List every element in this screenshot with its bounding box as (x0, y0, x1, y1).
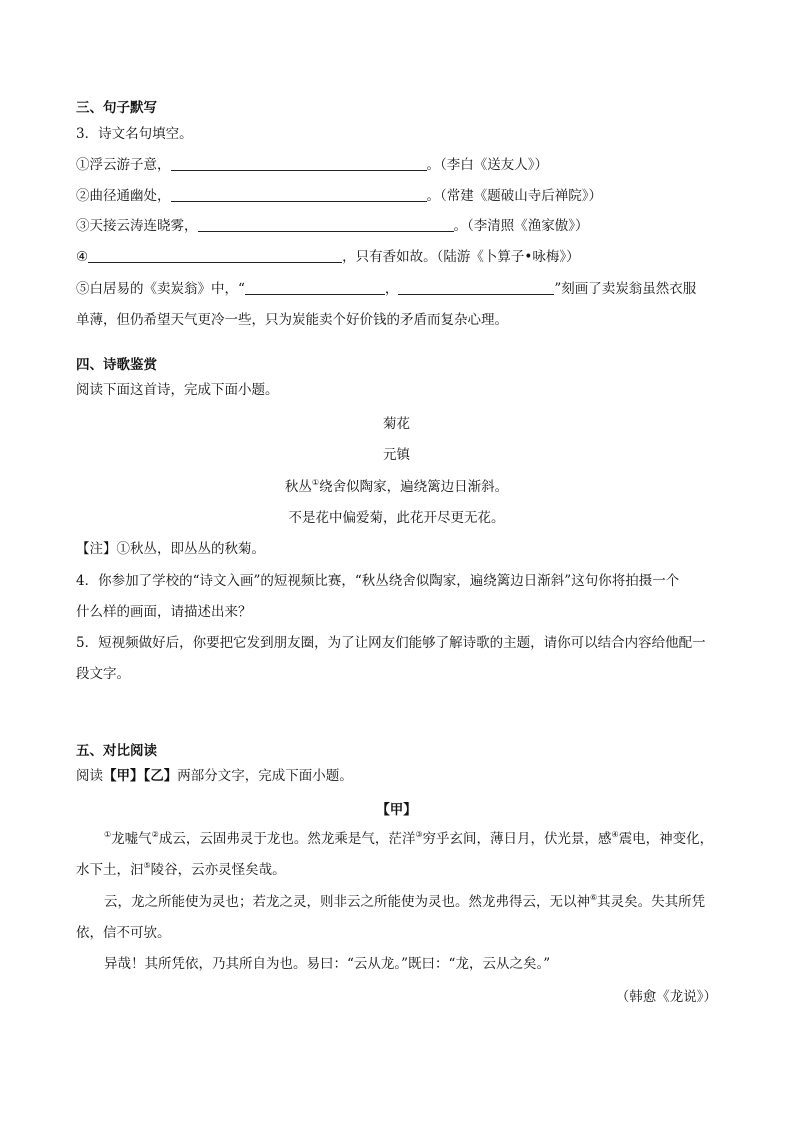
passage-para-3: 异哉！其所凭依，乃其所自为也。易曰：“云从龙。”既曰：“龙，云从之矣。” (104, 956, 551, 972)
text-run: 震电，神变化， (618, 831, 714, 847)
fill-item-1: ①浮云游子意， 。（李白《送友人》） (76, 157, 548, 173)
answer-blank[interactable] (171, 156, 427, 171)
question-5-line-2: 段文字。 (76, 666, 130, 682)
footnote-marker: ⑥ (590, 893, 598, 902)
text-run: 陵谷，云亦灵怪矣哉。 (150, 862, 286, 878)
fill-item-2: ②曲径通幽处， 。（常建《题破山寺后禅院》） (76, 188, 602, 204)
answer-blank[interactable] (398, 280, 554, 295)
section-3-title: 三、句子默写 (76, 100, 157, 116)
footnote-marker: ⑤ (143, 861, 151, 870)
question-4-line-1: 4．你参加了学校的“诗文入画”的短视频比赛，“秋丛绕舍似陶家，遍绕篱边日渐斜”这句你将拍摄一个 (76, 573, 680, 589)
poem-title: 菊花 (383, 416, 410, 432)
text-run: 成云，云固弗灵于龙也。然龙乘是气，茫洋 (158, 831, 416, 847)
footnote-marker: ① (104, 830, 112, 839)
fill-item-3: ③天接云涛连晓雾， 。（李清照《渔家傲》） (76, 218, 589, 234)
answer-blank[interactable] (171, 187, 427, 202)
question-5-line-1: 5．短视频做好后，你要把它发到朋友圈，为了让网友们能够了解诗歌的主题，请你可以结合内容给他配一 (76, 635, 706, 651)
passage-para-2-line-2: 依，信不可欤。 (76, 925, 171, 941)
poem-line-2: 不是花中偏爱菊，此花开尽更无花。 (288, 510, 505, 526)
passage-para-1-line-2 (76, 861, 286, 879)
passage-para-1-line-1 (104, 830, 713, 848)
footnote-marker: ② (151, 830, 159, 839)
text-run: 穷乎玄间，薄日月，伏光景，感 (422, 831, 612, 847)
passage-jia-label: 【甲】 (376, 802, 417, 818)
fill-item-5-line-2: 单薄，但仍希望天气更冷一些，只为炭能卖个好价钱的矛盾而复杂心理。 (76, 312, 508, 328)
poem-note: 【注】①秋丛，即丛丛的秋菊。 (76, 541, 265, 557)
text-run: 水下土，汩 (76, 862, 144, 878)
footnote-marker: ④ (611, 830, 619, 839)
question-3: 3．诗文名句填空。 (76, 126, 193, 142)
question-4-line-2: 什么样的画面，请描述出来？ (76, 604, 252, 620)
answer-blank[interactable] (88, 248, 342, 263)
passage-para-2-line-1 (104, 893, 705, 911)
poem-line-1: 秋丛①绕舍似陶家，遍绕篱边日渐斜。 (284, 478, 509, 495)
section-5-title: 五、对比阅读 (76, 743, 157, 759)
footnote-marker: ③ (415, 830, 423, 839)
poem-author: 元镇 (383, 447, 410, 463)
text-run: 其灵矣。失其所凭 (597, 894, 706, 910)
answer-blank[interactable] (245, 280, 385, 295)
text-run: 龙嘘气 (111, 831, 152, 847)
answer-blank[interactable] (198, 217, 454, 232)
passage-source: （韩愈《龙说》） (615, 989, 717, 1005)
text-run: 云，龙之所能使为灵也；若龙之灵，则非云之所能使为灵也。然龙弗得云，无以神 (104, 894, 590, 910)
section-4-title: 四、诗歌鉴赏 (76, 357, 157, 373)
fill-item-4: ④ ，只有香如故。（陆游《卜算子•咏梅》） (76, 249, 580, 265)
section-5-intro: 阅读【甲】【乙】两部分文字，完成下面小题。 (76, 768, 353, 784)
fill-item-5: ⑤白居易的《卖炭翁》中，“ ， ”刻画了卖炭翁虽然衣服 (76, 281, 697, 297)
section-4-intro: 阅读下面这首诗，完成下面小题。 (76, 382, 279, 398)
